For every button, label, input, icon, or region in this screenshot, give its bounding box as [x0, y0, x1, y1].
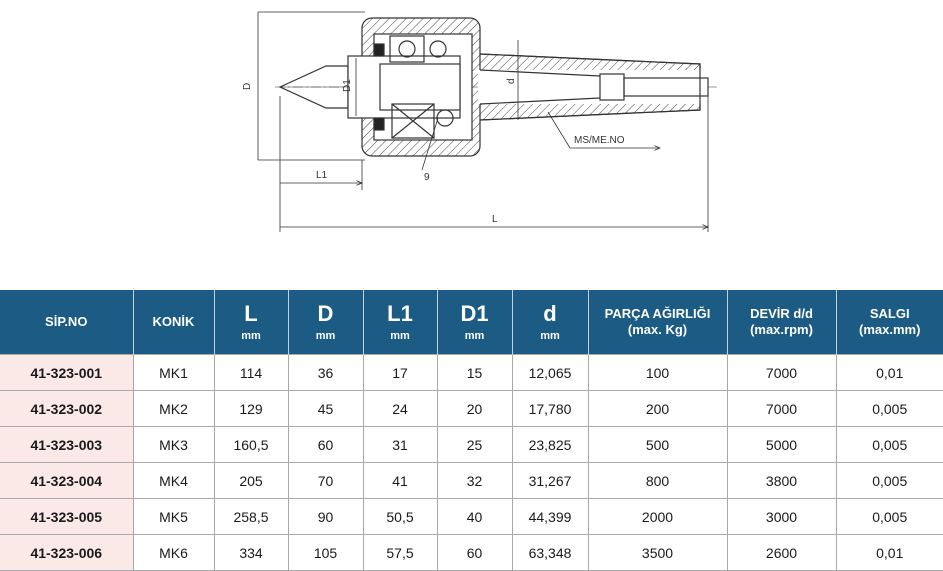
col-header-D1: D1 mm [437, 290, 512, 355]
cell-L: 114 [214, 355, 288, 391]
cell-weight: 100 [588, 355, 727, 391]
cell-sipno: 41-323-001 [0, 355, 133, 391]
cell-konik: MK6 [133, 535, 214, 571]
col-header-D: D mm [288, 290, 363, 355]
cell-rpm: 3000 [727, 499, 836, 535]
cell-sipno: 41-323-005 [0, 499, 133, 535]
cell-d: 63,348 [512, 535, 588, 571]
col-header-konik: KONİK [133, 290, 214, 355]
table-row [0, 535, 943, 571]
cell-L: 258,5 [214, 499, 288, 535]
cell-runout: 0,005 [836, 463, 943, 499]
cell-L1: 50,5 [363, 499, 437, 535]
cell-rpm: 3800 [727, 463, 836, 499]
cell-runout: 0,01 [836, 535, 943, 571]
cell-weight: 800 [588, 463, 727, 499]
table-row [0, 355, 943, 391]
cell-L1: 17 [363, 355, 437, 391]
col-header-runout: SALGI (max.mm) [836, 290, 943, 355]
cell-konik: MK5 [133, 499, 214, 535]
cell-konik: MK2 [133, 391, 214, 427]
cell-D1: 40 [437, 499, 512, 535]
label-D1: D1 [342, 79, 353, 92]
cell-D1: 32 [437, 463, 512, 499]
label-d: d [506, 78, 517, 84]
cell-d: 17,780 [512, 391, 588, 427]
cell-konik: MK3 [133, 427, 214, 463]
cell-D: 45 [288, 391, 363, 427]
table-header-row [0, 290, 943, 355]
cell-L: 334 [214, 535, 288, 571]
cell-d: 12,065 [512, 355, 588, 391]
cell-sipno: 41-323-002 [0, 391, 133, 427]
cell-weight: 500 [588, 427, 727, 463]
cell-D1: 15 [437, 355, 512, 391]
cell-rpm: 2600 [727, 535, 836, 571]
col-header-d: d mm [512, 290, 588, 355]
cell-sipno: 41-323-006 [0, 535, 133, 571]
spec-table [0, 290, 943, 571]
cell-D: 90 [288, 499, 363, 535]
cell-L1: 24 [363, 391, 437, 427]
table-row [0, 463, 943, 499]
col-header-rpm: DEVİR d/d (max.rpm) [727, 290, 836, 355]
cell-D1: 20 [437, 391, 512, 427]
cell-L: 205 [214, 463, 288, 499]
table-row [0, 499, 943, 535]
cell-runout: 0,01 [836, 355, 943, 391]
cell-D1: 60 [437, 535, 512, 571]
cell-d: 31,267 [512, 463, 588, 499]
col-header-sipno: SİP.NO [0, 290, 133, 355]
cell-L: 129 [214, 391, 288, 427]
table-row [0, 391, 943, 427]
cell-rpm: 7000 [727, 391, 836, 427]
cell-runout: 0,005 [836, 391, 943, 427]
col-header-weight: PARÇA AĞIRLIĞI (max. Kg) [588, 290, 727, 355]
cell-rpm: 5000 [727, 427, 836, 463]
cell-D1: 25 [437, 427, 512, 463]
cell-L1: 31 [363, 427, 437, 463]
label-taper: MS/ME.NO [574, 135, 625, 146]
col-header-L1: L1 mm [363, 290, 437, 355]
cell-D: 105 [288, 535, 363, 571]
label-L1: L1 [316, 170, 328, 181]
cell-weight: 200 [588, 391, 727, 427]
cell-D: 60 [288, 427, 363, 463]
label-L: L [492, 214, 498, 225]
cell-D: 36 [288, 355, 363, 391]
label-D: D [242, 82, 253, 90]
cell-runout: 0,005 [836, 499, 943, 535]
cell-L1: 57,5 [363, 535, 437, 571]
cell-L: 160,5 [214, 427, 288, 463]
cell-weight: 3500 [588, 535, 727, 571]
cell-sipno: 41-323-003 [0, 427, 133, 463]
cell-d: 23,825 [512, 427, 588, 463]
cell-konik: MK1 [133, 355, 214, 391]
cell-D: 70 [288, 463, 363, 499]
col-header-L: L mm [214, 290, 288, 355]
cell-konik: MK4 [133, 463, 214, 499]
cell-weight: 2000 [588, 499, 727, 535]
label-9: 9 [424, 172, 430, 183]
cell-runout: 0,005 [836, 427, 943, 463]
table-row [0, 427, 943, 463]
cell-d: 44,399 [512, 499, 588, 535]
cell-L1: 41 [363, 463, 437, 499]
cell-rpm: 7000 [727, 355, 836, 391]
cell-sipno: 41-323-004 [0, 463, 133, 499]
